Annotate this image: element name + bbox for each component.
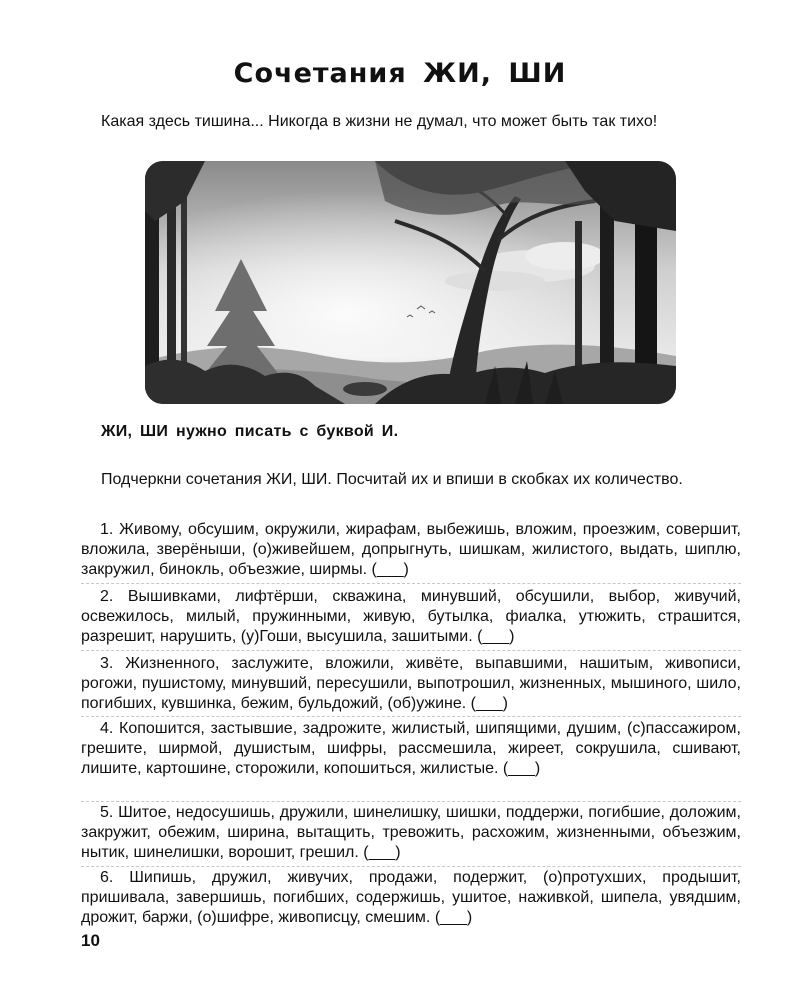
divider xyxy=(81,866,741,867)
exercise-5 xyxy=(81,803,741,863)
exercise-text: 4. Копошится, застывшие, задрожите, жилистый, шипящими, душим, (с)пассажиром, грешите, ширмой, душистым, шифры, рассмешила, жиреет, сокрушила, сшивают, лишите, картошине, сторожили, копошиться, жилистые. (___) xyxy=(81,720,741,777)
exercise-text: 2. Вышивками, лифтёрши, скважина, минувший, обсушили, выбор, живучий, освежилось, милый, пружинными, живую, бутылка, фиалка, утюжить, страшится, разрешит, нарушить, (у)Гоши, высушила, зашитыми. (___) xyxy=(81,588,741,645)
exercise-2 xyxy=(81,587,741,647)
divider xyxy=(81,801,741,802)
exercise-1 xyxy=(81,520,741,580)
exercise-text: 5. Шитое, недосушишь, дружили, шинелишку, шишки, поддержи, погибшие, доложим, закружит, обежим, ширина, вытащить, тревожить, расхожим, жизненными, объезжим, нытик, шинелишки, ворошит, грешил. (___) xyxy=(81,804,741,861)
page-title: Сочетания ЖИ, ШИ xyxy=(233,58,567,89)
divider xyxy=(81,716,741,717)
divider xyxy=(81,583,741,584)
intro-text xyxy=(81,112,741,132)
forest-illustration xyxy=(145,161,676,404)
intro-sentence: Какая здесь тишина... Никогда в жизни не думал, что может быть так тихо! xyxy=(101,113,658,130)
exercise-text: 1. Живому, обсушим, окружили, жирафам, выбежишь, вложим, проезжим, совершит, вложила, зверёныши, (о)живейшем, допрыгнуть, шишкам, жилистого, выдать, шиплю, закружил, бинокль, объезжие, ширмы. (___) xyxy=(81,521,741,578)
page-number: 10 xyxy=(81,931,100,950)
exercise-4 xyxy=(81,719,741,779)
forest-landscape-image xyxy=(145,161,676,404)
task-text: Подчеркни сочетания ЖИ, ШИ. Посчитай их и впиши в скобках их количество. xyxy=(101,471,683,488)
rule-statement: ЖИ, ШИ нужно писать с буквой И. xyxy=(101,423,399,440)
exercise-text: 6. Шипишь, дружил, живучих, продажи, подержит, (о)протухших, продышит, пришивала, завершишь, погибших, содержишь, ушитое, наживкой, шипела, увядшим, дрожит, баржи, (о)шифре, живописцу, смешим. (___) xyxy=(81,869,741,926)
task-instruction xyxy=(81,470,741,490)
exercise-6 xyxy=(81,868,741,928)
exercise-3 xyxy=(81,654,741,714)
divider xyxy=(81,650,741,651)
exercise-text: 3. Жизненного, заслужите, вложили, живёте, выпавшими, нашитым, живописи, рогожи, пушистому, минувший, пересушили, выпотрошил, жизненных, мышиного, шило, погибших, кувшинка, бежим, бульдожий, (об)ужине. (___) xyxy=(81,655,741,712)
